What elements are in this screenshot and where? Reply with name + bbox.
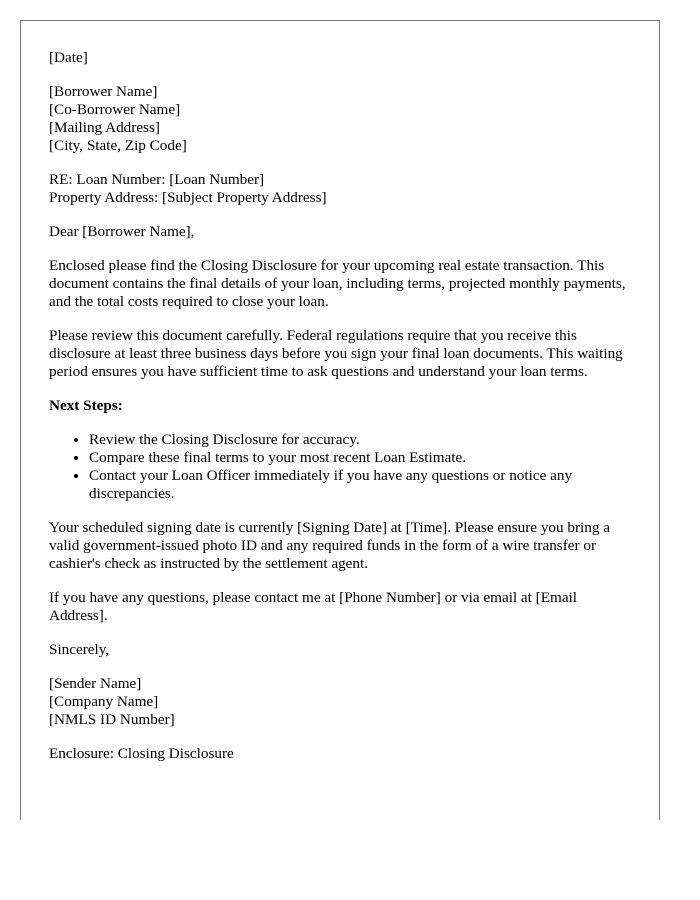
list-item: • Review the Closing Disclosure for accuracy.: [89, 431, 629, 449]
letter-date: [Date]: [49, 49, 88, 66]
letter-page: [20, 20, 660, 820]
borrower-name: [Borrower Name]: [49, 83, 158, 100]
recipient-block: [49, 83, 629, 155]
nmls-id: [NMLS ID Number]: [49, 711, 175, 728]
next-steps-heading: Next Steps:: [49, 397, 123, 414]
salutation: Dear [Borrower Name],: [49, 223, 195, 240]
contact-paragraph: If you have any questions, please contact me at [Phone Number] or via email at [Email Address].: [49, 589, 578, 624]
list-item: • Contact your Loan Officer immediately if you have any questions or notice any discrepancies.: [89, 467, 629, 503]
list-item: • Compare these final terms to your most recent Loan Estimate.: [89, 449, 629, 467]
next-steps-list: [49, 431, 629, 503]
city-state-zip: [City, State, Zip Code]: [49, 137, 187, 154]
intro-paragraph: Enclosed please find the Closing Disclosure for your upcoming real estate transaction. This document contains the final details of your loan, including terms, projected monthly payments, and the total costs required to close your loan.: [49, 257, 626, 310]
sender-block: [49, 675, 629, 729]
sender-name: [Sender Name]: [49, 675, 142, 692]
letter-body: [49, 49, 629, 779]
loan-number-line: RE: Loan Number: [Loan Number]: [49, 171, 265, 188]
mailing-address: [Mailing Address]: [49, 119, 160, 136]
property-address-line: Property Address: [Subject Property Address]: [49, 189, 327, 206]
closing: Sincerely,: [49, 641, 110, 658]
co-borrower-name: [Co-Borrower Name]: [49, 101, 181, 118]
review-paragraph: Please review this document carefully. Federal regulations require that you receive this disclosure at least three business days before you sign your final loan documents. This waiting period ensures you have sufficient time to ask questions and understand your loan terms.: [49, 327, 623, 380]
reference-block: [49, 171, 629, 207]
company-name: [Company Name]: [49, 693, 159, 710]
enclosure-line: Enclosure: Closing Disclosure: [49, 745, 234, 762]
signing-paragraph: Your scheduled signing date is currently [Signing Date] at [Time]. Please ensure you bring a valid government-issued photo ID and any required funds in the form of a wire transfer or cashier's check as instructed by the settlement agent.: [49, 519, 610, 572]
